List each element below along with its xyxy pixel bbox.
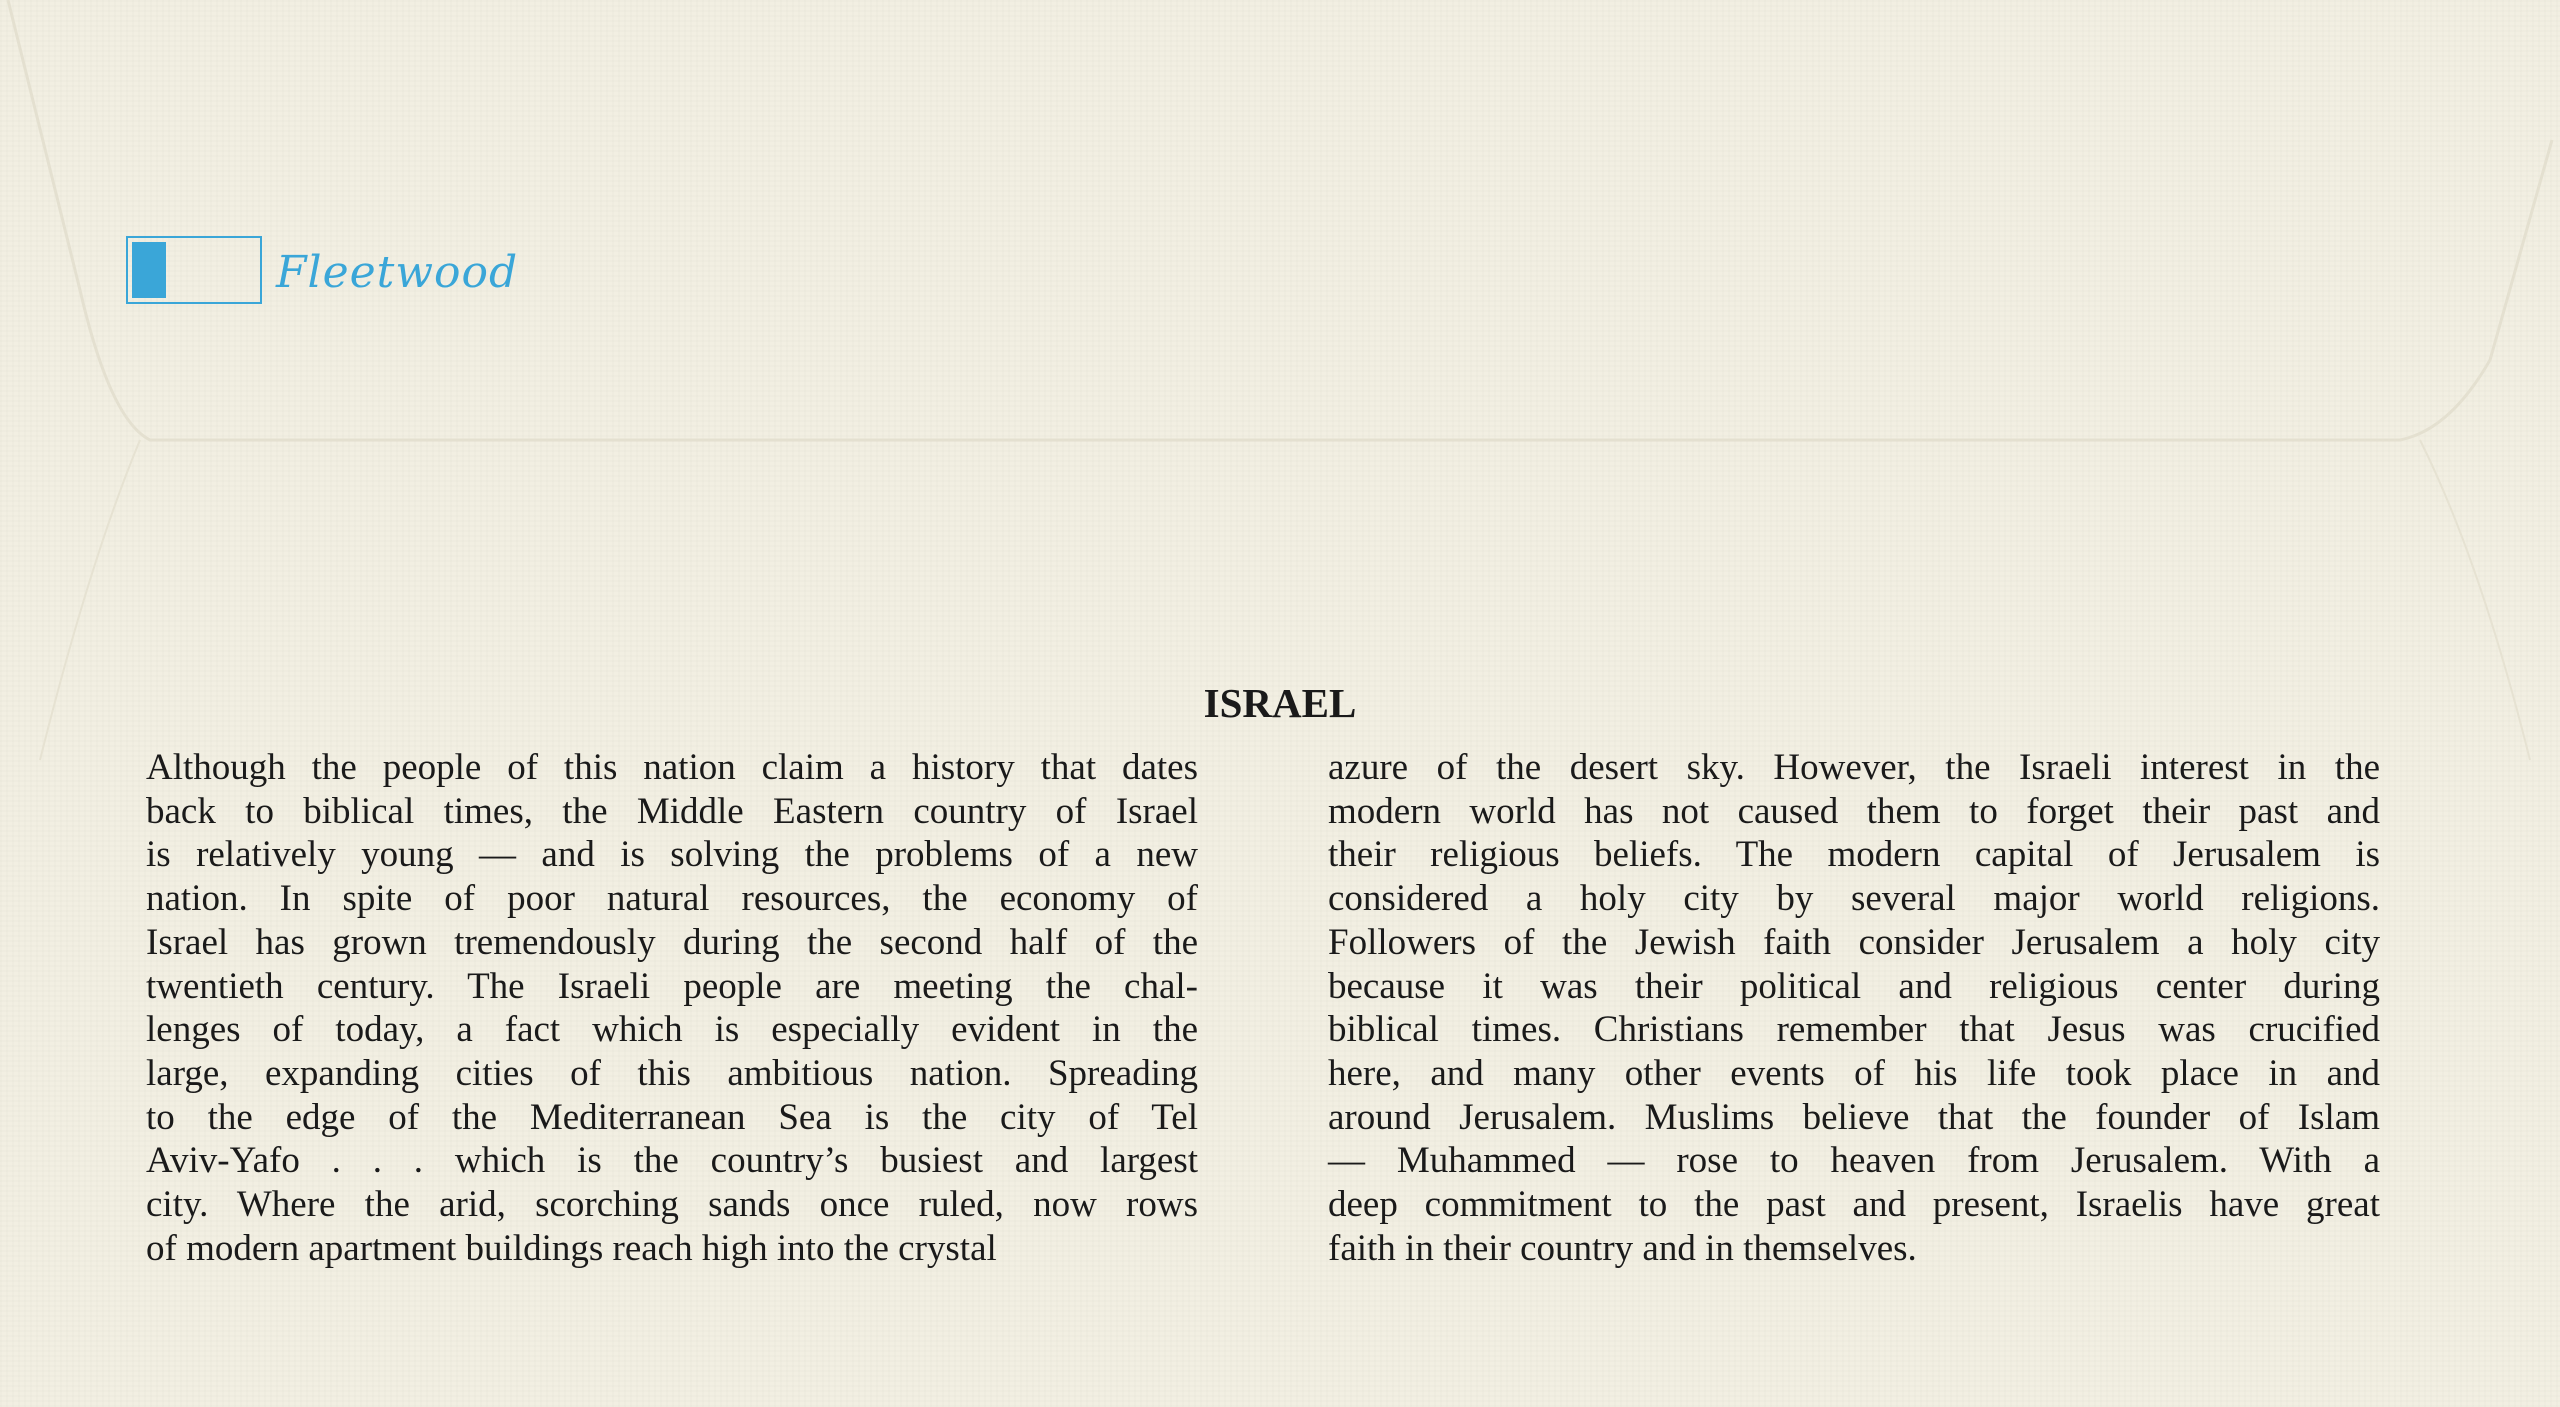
text-line: Aviv-Yafo . . . which is the country’s busiest and largest: [146, 1140, 1198, 1182]
text-line: — Muhammed — rose to heaven from Jerusalem. With a: [1328, 1140, 2380, 1182]
text-line: back to biblical times, the Middle Eastern country of Israel: [146, 790, 1198, 832]
text-line: modern world has not caused them to forget their past and: [1328, 790, 2380, 832]
right-column: [1328, 746, 2380, 1270]
text-line: is relatively young — and is solving the problems of a new: [146, 834, 1198, 876]
text-line: around Jerusalem. Muslims believe that the founder of Islam: [1328, 1096, 2380, 1138]
text-line: because it was their political and religious center during: [1328, 965, 2380, 1007]
text-line: of modern apartment buildings reach high into the crystal: [146, 1227, 997, 1269]
article-title: ISRAEL: [1203, 680, 1357, 726]
logo-text: Fleetwood: [276, 247, 519, 298]
text-line: azure of the desert sky. However, the Israeli interest in the: [1328, 747, 2380, 788]
text-line: here, and many other events of his life took place in and: [1328, 1052, 2380, 1094]
text-line: nation. In spite of poor natural resources, the economy of: [146, 878, 1198, 920]
text-line: their religious beliefs. The modern capital of Jerusalem is: [1328, 834, 2380, 876]
text-line: deep commitment to the past and present, Israelis have great: [1328, 1184, 2380, 1226]
text-line: large, expanding cities of this ambitious nation. Spreading: [146, 1052, 1198, 1094]
text-line: Followers of the Jewish faith consider Jerusalem a holy city: [1328, 921, 2380, 963]
text-line: twentieth century. The Israeli people are meeting the chal-: [146, 965, 1198, 1007]
text-line: faith in their country and in themselves.: [1328, 1227, 1917, 1269]
text-line: considered a holy city by several major world religions.: [1328, 878, 2380, 920]
text-line: Israel has grown tremendously during the second half of the: [146, 921, 1198, 963]
left-column: [146, 746, 1198, 1270]
text-line: biblical times. Christians remember that Jesus was crucified: [1328, 1009, 2380, 1051]
text-line: city. Where the arid, scorching sands once ruled, now rows: [146, 1184, 1198, 1226]
text-line: Although the people of this nation claim a history that dates: [146, 747, 1198, 788]
fleetwood-logo: [126, 236, 518, 304]
logo-box-icon: [126, 236, 262, 304]
text-line: lenges of today, a fact which is especially evident in the: [146, 1009, 1198, 1051]
text-line: to the edge of the Mediterranean Sea is the city of Tel: [146, 1096, 1198, 1138]
